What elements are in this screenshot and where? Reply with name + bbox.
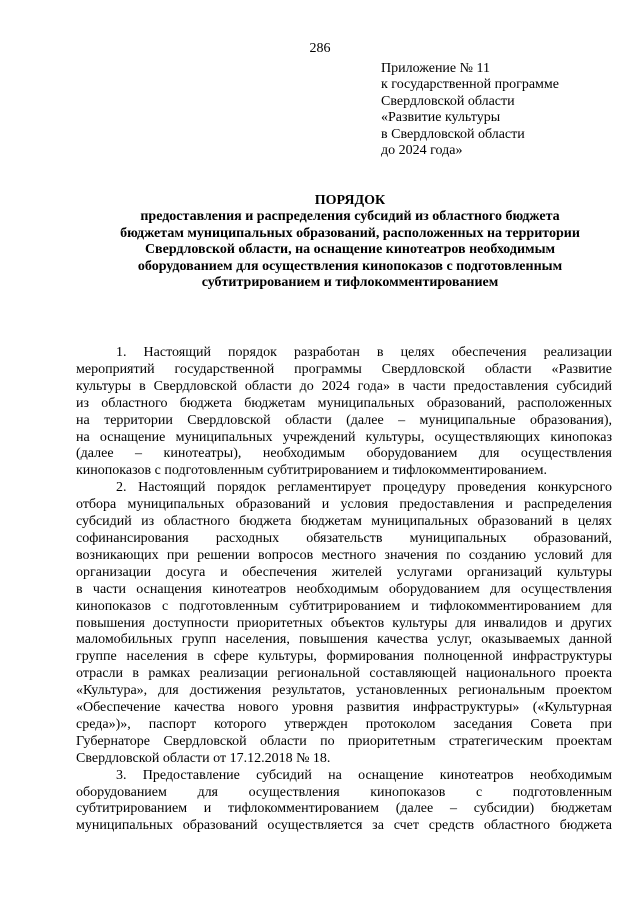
- paragraph-line: Губернаторе Свердловской области по приоритетным стратегическим проектам: [76, 733, 612, 749]
- paragraph-line: мероприятий государственной программы Свердловской области «Развитие: [76, 361, 612, 377]
- paragraph-line: группе населения в сфере культуры, формирования полноценной инфраструктуры: [76, 649, 612, 665]
- paragraph-line: 2. Настоящий порядок регламентирует процедуру проведения конкурсного: [116, 480, 612, 496]
- title-subtitle-line: оборудованием для осуществления кинопоказов с подготовленным: [137, 258, 563, 274]
- paragraph-line: субтитрированием и тифлокомментированием (далее – субсидии) бюджетам: [76, 801, 612, 817]
- document-body: [76, 345, 612, 835]
- paragraph-line: муниципальных образований осуществляется за счет средств областного бюджета: [76, 818, 612, 834]
- page-number: 286: [309, 41, 331, 56]
- paragraph-line: отбора муниципальных образований и условия предоставления и распределения: [76, 497, 612, 513]
- title-subtitle-line: предоставления и распределения субсидий из областного бюджета: [140, 209, 560, 225]
- paragraph-line: 1. Настоящий порядок разработан в целях обеспечения реализации: [116, 345, 612, 360]
- paragraph-line: из областного бюджета бюджетам муниципальных образований, расположенных: [76, 395, 612, 411]
- paragraph-line: кинопоказов с подготовленным субтитрированием и тифлокомментированием.: [76, 463, 548, 479]
- title-subtitle-line: Свердловской области, на оснащение кинотеатров необходимым: [144, 242, 556, 258]
- paragraph-1: [76, 345, 612, 480]
- appendix-line: до 2024 года»: [381, 143, 463, 159]
- document-title: [60, 193, 640, 291]
- appendix-line: в Свердловской области: [381, 126, 525, 142]
- appendix-line: Приложение № 11: [381, 61, 490, 76]
- paragraph-line: на оснащение муниципальных учреждений культуры, осуществляющих кинопоказ: [76, 429, 612, 445]
- paragraph-line: возникающих при решении вопросов местного значения по созданию условий для: [76, 547, 612, 563]
- appendix-note: [381, 61, 621, 159]
- paragraph-line: организации досуга и обеспечения жителей услугами организаций культуры: [76, 564, 612, 580]
- title-subtitle-line: субтитрированием и тифлокомментированием: [201, 275, 499, 291]
- paragraph-line: в части оснащения кинотеатров необходимым оборудованием для осуществления: [76, 581, 612, 597]
- paragraph-line: кинопоказов с подготовленным субтитрированием и тифлокомментированием для: [76, 598, 612, 614]
- paragraph-3: [76, 768, 612, 836]
- paragraph-line: софинансирования расходных обязательств муниципальных образований,: [76, 530, 612, 546]
- paragraph-line: оборудованием для осуществления кинопоказов с подготовленным: [76, 784, 612, 800]
- paragraph-line: субсидий из областного бюджета бюджетам муниципальных образований в целях: [76, 514, 612, 530]
- paragraph-line: (далее – кинотеатры), необходимым оборудованием для осуществления: [76, 446, 612, 462]
- paragraph-line: на территории Свердловской области (далее – муниципальные образования),: [76, 412, 612, 428]
- title-heading: ПОРЯДОК: [314, 193, 386, 208]
- paragraph-line: 3. Предоставление субсидий на оснащение кинотеатров необходимым: [116, 767, 612, 783]
- paragraph-line: «Культура», для достижения результатов, установленных региональным проектом: [76, 683, 612, 699]
- paragraph-2: [76, 480, 612, 767]
- paragraph-line: среда»)», паспорт которого утвержден протоколом заседания Совета при: [76, 716, 612, 732]
- paragraph-line: отрасли в рамках реализации региональной составляющей национального проекта: [76, 666, 612, 682]
- appendix-line: к государственной программе: [381, 77, 559, 93]
- appendix-line: «Развитие культуры: [381, 110, 501, 126]
- paragraph-line: культуры в Свердловской области до 2024 года» в части предоставления субсидий: [76, 378, 612, 394]
- appendix-line: Свердловской области: [381, 93, 515, 109]
- paragraph-line: «Обеспечение качества нового уровня развития инфраструктуры» («Культурная: [76, 700, 612, 716]
- paragraph-line: Свердловской области от 17.12.2018 № 18.: [76, 750, 331, 766]
- paragraph-line: маломобильных групп населения, повышения качества услуг, оказываемых данной: [76, 632, 612, 648]
- title-subtitle-line: бюджетам муниципальных образований, расположенных на территории: [120, 225, 580, 241]
- paragraph-line: повышения доступности приоритетных объектов культуры для инвалидов и других: [76, 615, 612, 631]
